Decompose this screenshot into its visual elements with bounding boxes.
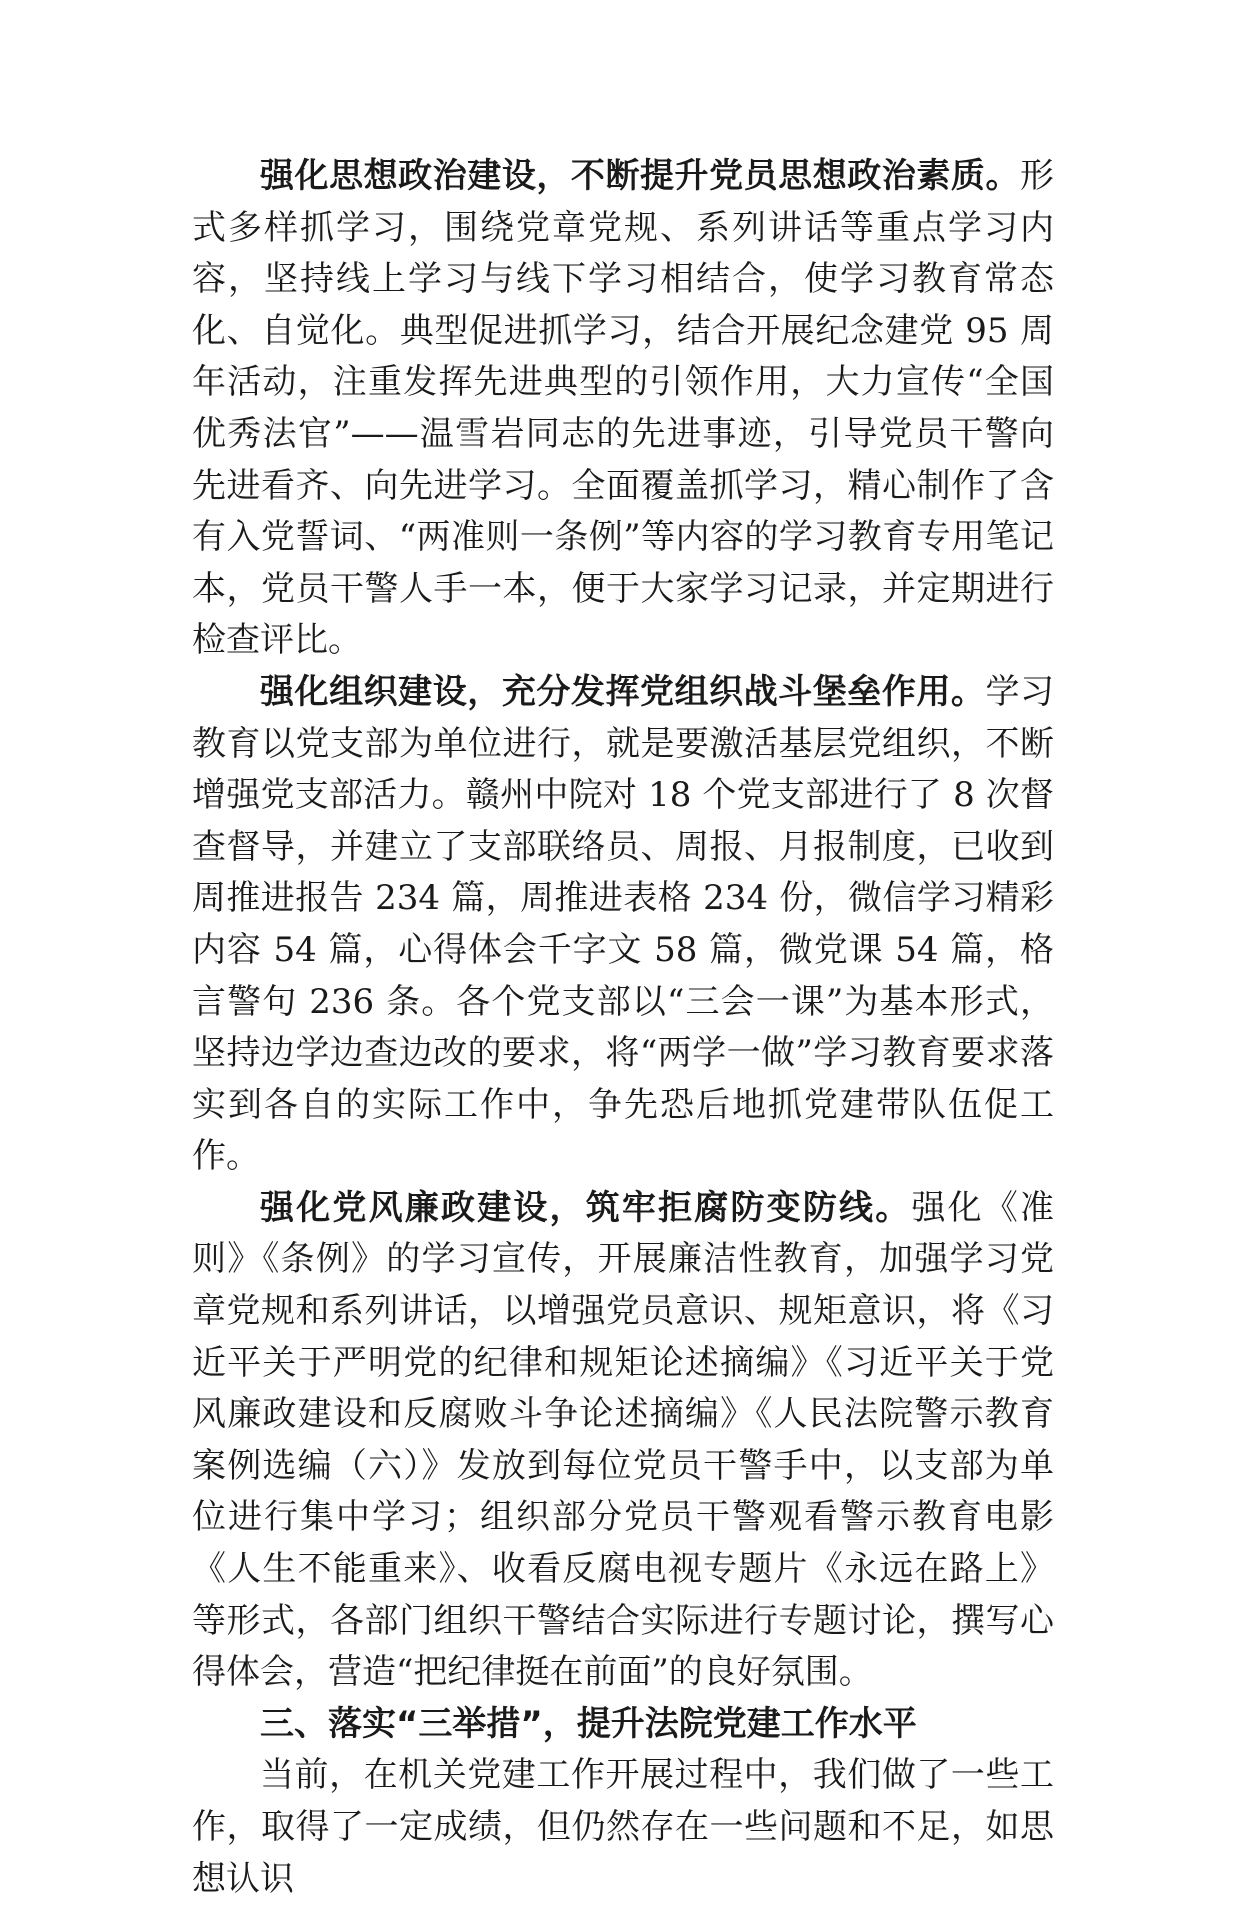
paragraph-body: 学习教育以党支部为单位进行，就是要激活基层党组织，不断增强党支部活力。赣州中院对 18 个党支部进行了 8 次督查督导，并建立了支部联络员、周报、月报制度，已收到周推进报告 234 篇，周推进表格 234 份，微信学习精彩内容 54 篇，心得体会千字文 58 篇，微党课 54 篇，格言警句 236 条。各个党支部以“三会一课”为基本形式，坚持边学边查边改的要求，将“两学一做”学习教育要求落实到各自的实际工作中，争先恐后地抓党建带队伍促工作。	[192, 671, 1054, 1177]
paragraph-body: 形式多样抓学习，围绕党章党规、系列讲话等重点学习内容，坚持线上学习与线下学习相结合，使学习教育常态化、自觉化。典型促进抓学习，结合开展纪念建党 95 周年活动，注重发挥先进典型的引领作用，大力宣传“全国优秀法官”——温雪岩同志的先进事迹，引导党员干警向先进看齐、向先进学习。全面覆盖抓学习，精心制作了含有入党誓词、“两准则一条例”等内容的学习教育专用笔记本，党员干警人手一本，便于大家学习记录，并定期进行检查评比。	[192, 156, 1054, 661]
paragraph-lead: 强化组织建设，充分发挥党组织战斗堡垒作用。	[260, 671, 986, 712]
paragraph-closing: 当前，在机关党建工作开展过程中，我们做了一些工作，取得了一定成绩，但仍然存在一些问题和不足，如思想认识	[192, 1755, 1054, 1899]
paragraph-integrity-building	[192, 1183, 1054, 1699]
section-heading: 三、落实“三举措”，提升法院党建工作水平	[260, 1703, 917, 1744]
paragraph-ideological-building	[192, 151, 1054, 667]
paragraph-organizational-building	[192, 667, 1054, 1183]
paragraph-lead: 强化思想政治建设，不断提升党员思想政治素质。	[260, 156, 1020, 196]
document-body	[192, 151, 1054, 1905]
paragraph-lead: 强化党风廉政建设，筑牢拒腐防变防线。	[260, 1187, 912, 1228]
paragraph-body: 强化《准则》《条例》的学习宣传，开展廉洁性教育，加强学习党章党规和系列讲话，以增强党员意识、规矩意识，将《习近平关于严明党的纪律和规矩论述摘编》《习近平关于党风廉政建设和反腐败斗争论述摘编》《人民法院警示教育案例选编（六）》发放到每位党员干警手中，以支部为单位进行集中学习；组织部分党员干警观看警示教育电影《人生不能重来》、收看反腐电视专题片《永远在路上》等形式，各部门组织干警结合实际进行专题讨论，撰写心得体会，营造“把纪律挺在前面”的良好氛围。	[192, 1187, 1055, 1693]
